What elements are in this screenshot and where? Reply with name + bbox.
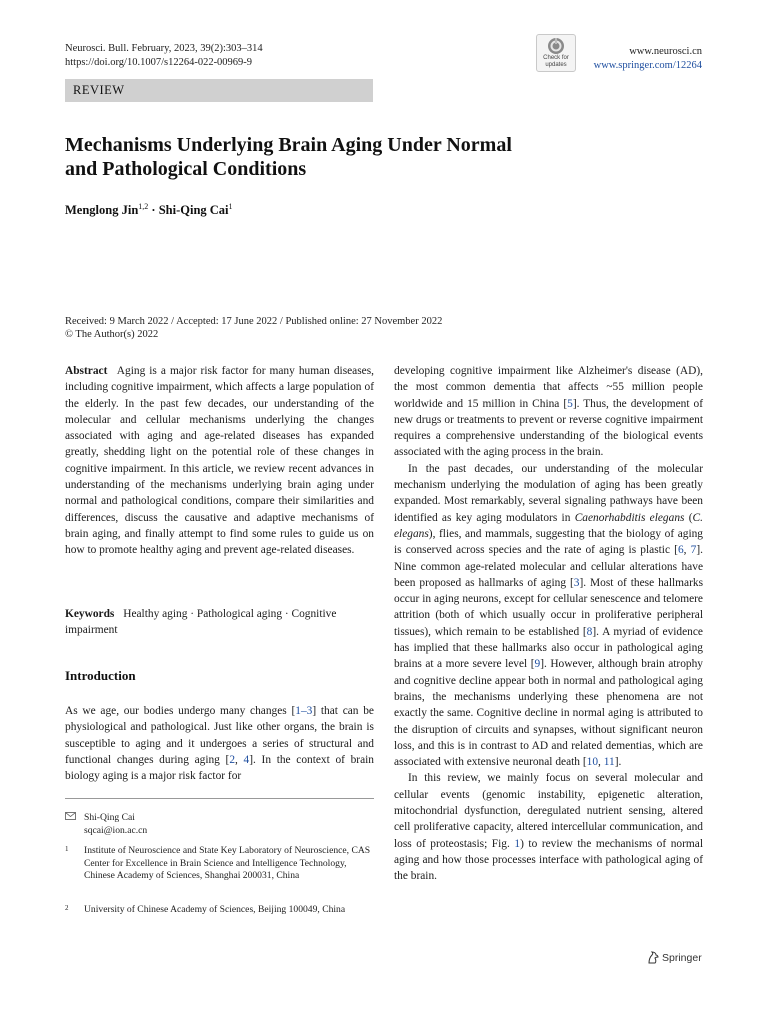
springer-horse-icon	[647, 951, 659, 964]
body-text: ]. Thus, the development of new drugs or treatments to prevent or reverse cognitive impairment requires a comprehensive understanding of the biological events associated with the aging process in the brain.	[394, 397, 703, 459]
author-name[interactable]: Menglong Jin	[65, 203, 139, 218]
publication-history	[65, 315, 442, 341]
body-text: ) to review the mechanisms of normal aging and how those processes interface with pathological aging of the brain.	[394, 837, 703, 883]
body-text: ] that can be physiological and pathological. Just like other organs, the brain is susceptible to aging and it undergoes a series of structural and functional changes during aging [	[65, 705, 374, 766]
body-text: ]. In the context of brain biology aging is a major risk factor for	[65, 753, 374, 783]
body-text: ]. A myriad of evidence has implied that these hallmarks also occur in pathological aging brains at a more severe level [	[394, 625, 703, 671]
affiliation-2: University of Chinese Academy of Sciences, Beijing 100049, China	[84, 904, 346, 915]
keywords-label: Keywords	[65, 608, 115, 620]
author-affiliation: 1	[228, 202, 233, 211]
body-text: As we age, our bodies undergo many changes [	[65, 705, 296, 717]
citation-link[interactable]: 7	[690, 544, 697, 557]
journal-citation: Neurosci. Bull. February, 2023, 39(2):303–314	[65, 43, 263, 54]
citation-link[interactable]: 2	[229, 753, 236, 766]
title-line-1: Mechanisms Underlying Brain Aging Under Normal	[65, 134, 512, 156]
abstract-section	[65, 363, 374, 559]
abstract-text: Aging is a major risk factor for many human diseases, including cognitive impairment, which affects a large population of the elderly. In the past few decades, our understanding of the molecular and cellular mechanisms underlying the changes associated with aging and age-related diseases has expanded greatly, shedding light on the potential role of these changes in cognitive impairment. In this article, we review recent advances in understanding of the mechanisms underlying brain aging under normal and pathological conditions, compare their similarities and differences, discuss the causative and adaptive mechanisms of brain aging, and finally attempt to find some rules to guide us on how to promote healthy aging and prevent age-related diseases.	[65, 365, 375, 557]
body-text: ,	[598, 756, 604, 769]
corresponding-author	[84, 812, 147, 837]
journal-site-link[interactable]: www.neurosci.cn	[629, 46, 702, 57]
journal-links	[594, 45, 702, 73]
author-affiliation: 1,2	[138, 202, 149, 211]
citation-link[interactable]: 11	[603, 756, 615, 769]
introduction-paragraph	[65, 703, 374, 784]
envelope-icon	[65, 812, 76, 825]
citation-link[interactable]: 5	[567, 397, 573, 410]
section-type-bar	[65, 79, 373, 102]
citation-link[interactable]: 9	[534, 658, 541, 671]
springer-logo	[647, 951, 702, 964]
body-paragraph	[394, 461, 703, 771]
body-paragraph	[394, 363, 703, 461]
introduction-heading: Introduction	[65, 668, 136, 683]
body-text: In this review, we mainly focus on several molecular and cellular events (genomic instability, epigenetic alteration, mitochondrial dysfunction, deregulated nutrient sensing, altered cell proliferative capacity, altered intercellular communication, and loss of proteostasis; Fig.	[394, 772, 703, 850]
species-name: C. elegans	[394, 511, 703, 540]
check-updates-icon	[547, 37, 565, 55]
check-for-updates-badge[interactable]	[536, 34, 576, 72]
body-text: ]. However, although brain atrophy and cognitive decline appear both in normal and pathological aging brains, the mechanisms underlying these phenomena are not exactly the same. Cognitive decline in normal aging is attributed to the disruption of circuits and synapses, without significant neuron loss, and this is in contrast to AD and related dementias, which are associated with extensive neuronal death [	[394, 658, 703, 769]
springer-journal-link[interactable]: www.springer.com/12264	[593, 60, 702, 71]
author-separator: ·	[148, 203, 159, 218]
body-text: ,	[235, 753, 244, 766]
badge-label-2: updates	[545, 61, 567, 68]
citation-link[interactable]: 4	[243, 753, 250, 766]
citation-link[interactable]: 1–3	[295, 705, 313, 717]
keywords-text: Healthy aging · Pathological aging · Cognitive impairment	[65, 608, 337, 637]
title-line-2: and Pathological Conditions	[65, 158, 307, 180]
citation-link[interactable]: 8	[586, 625, 593, 638]
body-text: developing cognitive impairment like Alzheimer's disease (AD), the most common dementia that affects ~55 million people worldwide and 15 million in China [	[394, 365, 703, 410]
footnote-divider	[65, 798, 374, 799]
author-list	[65, 202, 233, 218]
article-title	[65, 133, 585, 181]
keywords-section	[65, 606, 374, 639]
body-text: ].	[614, 756, 622, 769]
date-history: Received: 9 March 2022 / Accepted: 17 June 2022 / Published online: 27 November 2022	[65, 316, 443, 327]
journal-header	[65, 42, 263, 70]
affiliation-number: 2	[65, 904, 69, 912]
publisher-name: Springer	[662, 952, 702, 964]
body-text: In the past decades, our understanding of the molecular mechanism underlying the modulation of aging has been greatly expanded. Most remarkably, several signaling pathways have been identified as key aging modulators in	[394, 462, 703, 524]
right-column-body	[394, 363, 703, 885]
contact-email[interactable]: sqcai@ion.ac.cn	[84, 824, 148, 836]
figure-link[interactable]: 1	[514, 837, 521, 850]
affiliation-1: Institute of Neuroscience and State Key Laboratory of Neuroscience, CAS Center for Excellence in Brain Science and Intelligence Technology, Chinese Academy of Sciences, Shanghai 200031, China	[84, 845, 371, 881]
contact-name: Shi-Qing Cai	[84, 812, 135, 823]
species-name: Caenorhabditis elegans	[574, 511, 685, 524]
body-text: ]. Nine common age-related molecular and cellular alterations have been proposed as hallmarks of aging [	[394, 544, 703, 589]
body-text: ,	[683, 544, 691, 557]
author-name[interactable]: Shi-Qing Cai	[158, 203, 229, 218]
section-type-label: REVIEW	[73, 83, 125, 97]
doi-link[interactable]: https://doi.org/10.1007/s12264-022-00969-9	[65, 57, 253, 68]
body-paragraph	[394, 770, 703, 884]
badge-label-1: Check for	[543, 55, 569, 61]
citation-link[interactable]: 6	[677, 544, 684, 557]
citation-link[interactable]: 10	[586, 756, 599, 769]
body-text: ), flies, and mammals, suggesting that the biology of aging is conserved across species and the rate of aging is plastic [	[394, 527, 703, 557]
body-text: ]. Most of these hallmarks occur in aging neurons, except for cellular senescence and telomere attrition (both of which usually occur in proliferative peripheral tissues), which remain to be established [	[394, 576, 704, 638]
body-text: (	[684, 511, 693, 524]
citation-link[interactable]: 3	[573, 576, 580, 589]
affiliation-number: 1	[65, 845, 69, 853]
copyright-line: © The Author(s) 2022	[65, 329, 159, 340]
abstract-label: Abstract	[65, 365, 108, 377]
